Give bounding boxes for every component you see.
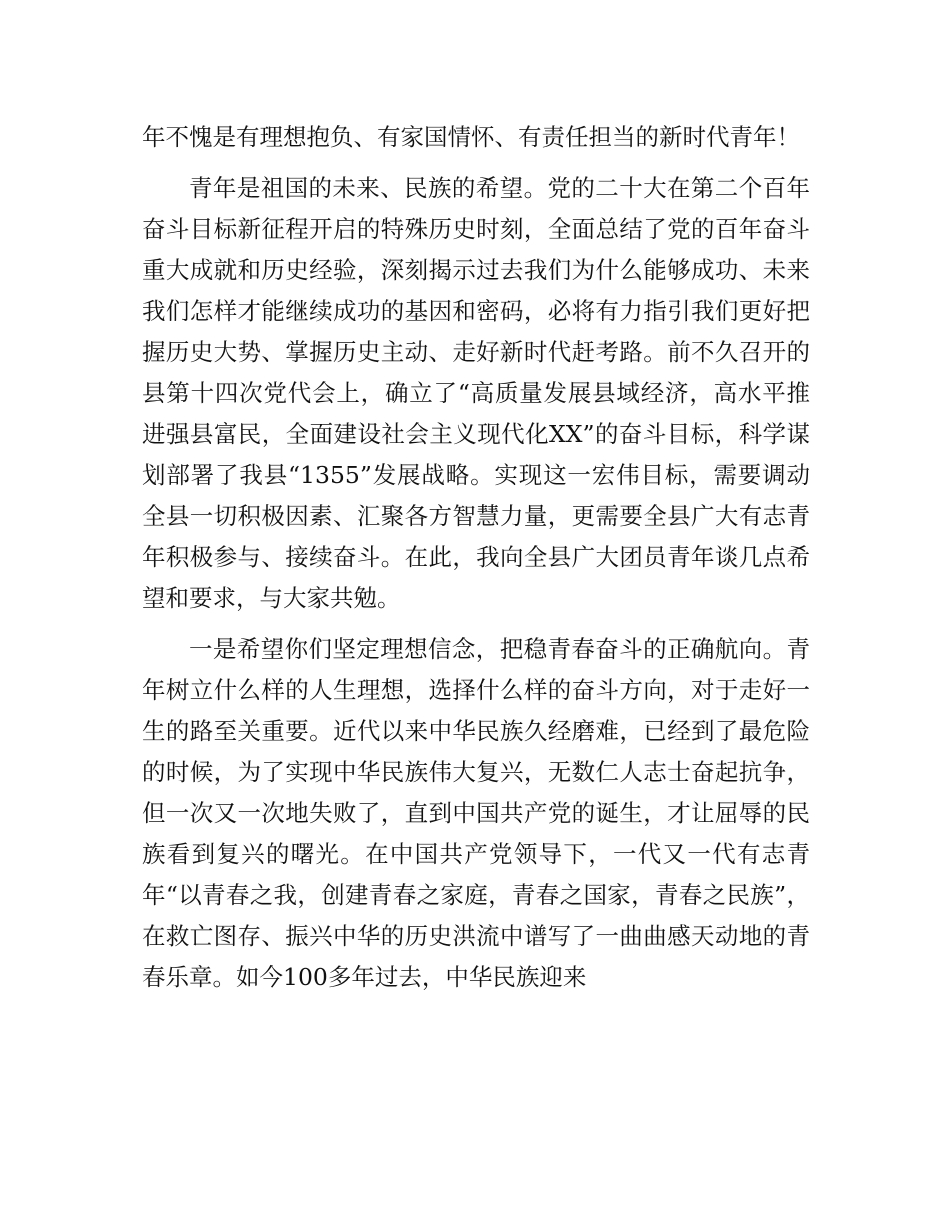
paragraph-continued: 年不愧是有理想抱负、有家国情怀、有责任担当的新时代青年！: [142, 123, 800, 151]
document-body: [142, 117, 810, 1008]
paragraph-ideals-belief: 一是希望你们坚定理想信念，把稳青春奋斗的正确航向。青年树立什么样的人生理想，选择什么样的奋斗方向，对于走好一生的路至关重要。近代以来中华民族久经磨难，已经到了最危险的时候，为了实现中华民族伟大复兴，无数仁人志士奋起抗争，但一次又一次地失败了，直到中国共产党的诞生，才让屈辱的民族看到复兴的曙光。在中国共产党领导下，一代又一代有志青年“以青春之我，创建青春之家庭，青春之国家，青春之民族”，在救亡图存、振兴中华的历史洪流中谱写了一曲曲感天动地的青春乐章。如今100多年过去，中华民族迎来: [142, 635, 810, 991]
paragraph-youth-future: 青年是祖国的未来、民族的希望。党的二十大在第二个百年奋斗目标新征程开启的特殊历史时刻，全面总结了党的百年奋斗重大成就和历史经验，深刻揭示过去我们为什么能够成功、未来我们怎样才能继续成功的基因和密码，必将有力指引我们更好把握历史大势、掌握历史主动、走好新时代赶考路。前不久召开的县第十四次党代会上，确立了“高质量发展县域经济，高水平推进强县富民，全面建设社会主义现代化XX”的奋斗目标，科学谋划部署了我县“1355”发展战略。实现这一宏伟目标，需要调动全县一切积极因素、汇聚各方智慧力量，更需要全县广大有志青年积极参与、接续奋斗。在此，我向全县广大团员青年谈几点希望和要求，与大家共勉。: [142, 174, 810, 612]
